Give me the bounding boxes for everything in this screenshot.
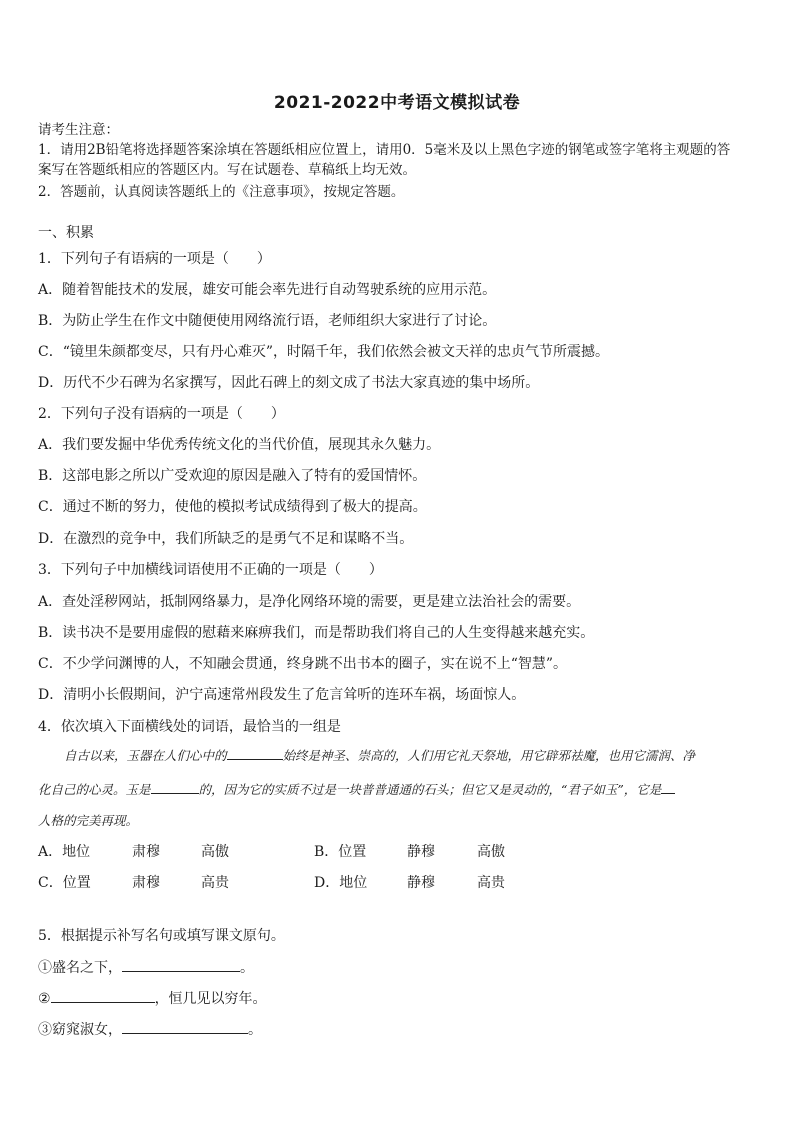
choice-d-word-3: 高贵 (477, 875, 505, 891)
question-5-item-1 (38, 957, 254, 978)
passage-line-1-start: 自古以来，玉器在人们心中的 (64, 748, 227, 763)
choice-a-word-3: 高傲 (201, 844, 229, 860)
notice-item-1-line-2: 案写在答题纸相应的答题区内。写在试题卷、草稿纸上均无效。 (38, 162, 416, 178)
notice-item-1-line-1: 1．请用2B铅笔将选择题答案涂填在答题纸相应位置上，请用0．5毫米及以上黑色字迹的钢笔或签字笔将主观题的答 (38, 142, 731, 158)
question-3-stem: 3．下列句子中加横线词语使用不正确的一项是（ ） (38, 562, 383, 578)
question-3-option-d: D．清明小长假期间，沪宁高速常州段发生了危言耸听的连环车祸，场面惊人。 (38, 687, 526, 703)
passage-line-1-end: 始终是神圣、崇高的，人们用它礼天祭地，用它辟邪祛魔，也用它濡润、净 (282, 748, 696, 763)
question-1-stem: 1．下列句子有语病的一项是（ ） (38, 251, 271, 267)
notice-heading: 请考生注意： (38, 122, 119, 138)
passage-blank-3[interactable] (661, 779, 675, 794)
question-3-option-c: C．不少学问渊博的人，不知融会贯通，终身跳不出书本的圈子，实在说不上“智慧”。 (38, 656, 568, 672)
question-2-option-a: A．我们要发掘中华优秀传统文化的当代价值，展现其永久魅力。 (38, 437, 441, 453)
question-5-item-3 (38, 1019, 262, 1040)
choice-a-word-1: A．地位 (38, 844, 91, 860)
passage-line-2-end: 的，因为它的实质不过是一块普普通通的石头；但它又是灵动的，“君子如玉”，它是 (198, 782, 662, 797)
choice-d-word-1: D．地位 (314, 875, 368, 891)
choice-a-word-2: 肃穆 (132, 844, 160, 860)
item-2-prefix: ② (38, 991, 51, 1007)
exam-title: 2021-2022中考语文模拟试卷 (273, 93, 521, 113)
item-1-prefix: ①盛名之下， (38, 960, 122, 976)
question-2-option-d: D．在激烈的竞争中，我们所缺乏的是勇气不足和谋略不当。 (38, 531, 414, 547)
passage-line-3: 人格的完美再现。 (38, 813, 139, 828)
item-2-blank[interactable] (51, 988, 155, 1003)
item-3-suffix: 。 (248, 1022, 262, 1038)
item-3-blank[interactable] (122, 1019, 248, 1034)
choice-c-word-1: C．位置 (38, 875, 91, 891)
item-2-suffix: ，恒几见以穷年。 (154, 991, 267, 1007)
choice-b-word-3: 高傲 (477, 844, 505, 860)
notice-item-2: 2．答题前，认真阅读答题纸上的《注意事项》，按规定答题。 (38, 184, 405, 200)
passage-blank-2[interactable] (151, 779, 199, 794)
question-5-item-2 (38, 988, 267, 1009)
question-1-option-b: B．为防止学生在作文中随便使用网络流行语，老师组织大家进行了讨论。 (38, 313, 497, 329)
question-4-passage (38, 745, 760, 835)
choice-b-word-2: 静穆 (407, 844, 435, 860)
choice-c-word-3: 高贵 (201, 875, 229, 891)
question-1-option-d: D．历代不少石碑为名家撰写，因此石碑上的刻文成了书法大家真迹的集中场所。 (38, 375, 540, 391)
question-1-option-a: A．随着智能技术的发展，雄安可能会率先进行自动驾驶系统的应用示范。 (38, 282, 497, 298)
question-2-stem: 2．下列句子没有语病的一项是（ ） (38, 406, 285, 422)
question-4-stem: 4．依次填入下面横线处的词语，最恰当的一组是 (38, 719, 341, 735)
choice-d-word-2: 静穆 (407, 875, 435, 891)
choice-b-word-1: B．位置 (314, 844, 367, 860)
question-5-stem: 5．根据提示补写名句或填写课文原句。 (38, 928, 285, 944)
item-1-suffix: 。 (240, 960, 254, 976)
passage-line-2-start: 化自己的心灵。玉是 (38, 782, 151, 797)
item-1-blank[interactable] (122, 957, 240, 972)
question-2-option-b: B．这部电影之所以广受欢迎的原因是融入了特有的爱国情怀。 (38, 468, 427, 484)
choice-c-word-2: 肃穆 (132, 875, 160, 891)
question-3-option-b: B．读书决不是要用虚假的慰藉来麻痹我们，而是帮助我们将自己的人生变得越来越充实。 (38, 625, 595, 641)
item-3-prefix: ③窈窕淑女， (38, 1022, 122, 1038)
section-heading: 一、积累 (38, 225, 94, 241)
passage-blank-1[interactable] (227, 745, 283, 760)
question-3-option-a: A．查处淫秽网站，抵制网络暴力，是净化网络环境的需要，更是建立法治社会的需要。 (38, 594, 581, 610)
question-2-option-c: C．通过不断的努力，使他的模拟考试成绩得到了极大的提高。 (38, 499, 427, 515)
question-1-option-c: C．“镜里朱颜都变尽，只有丹心难灭”，时隔千年，我们依然会被文天祥的忠贞气节所震撼。 (38, 344, 610, 360)
